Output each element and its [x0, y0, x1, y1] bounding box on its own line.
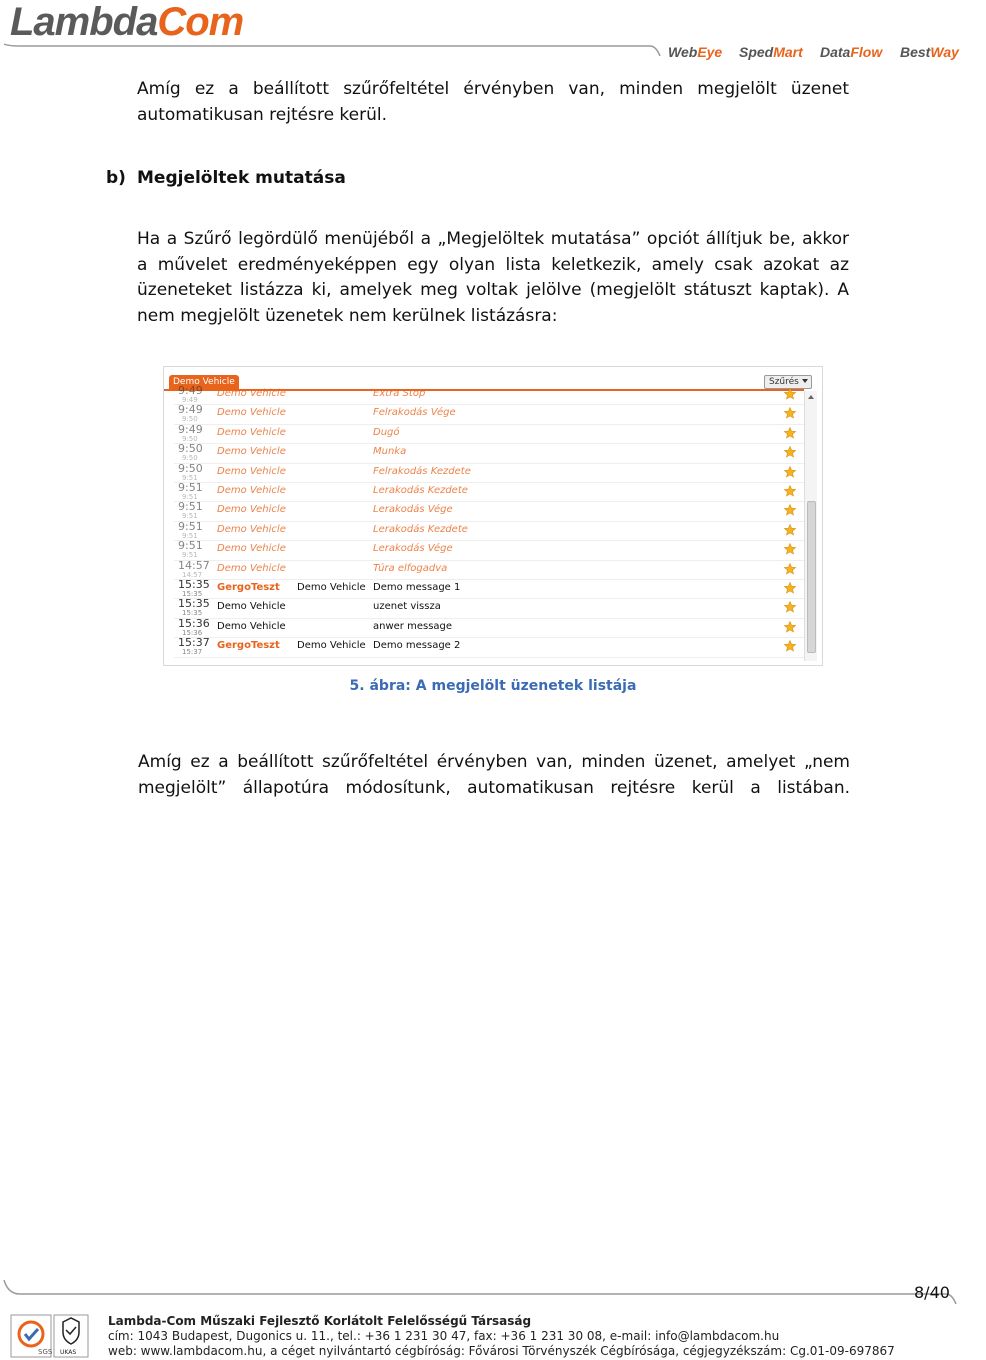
footer-rule — [0, 1278, 960, 1308]
message-time-received: 9:49 — [182, 396, 198, 404]
message-text: Felrakodás Vége — [373, 407, 456, 419]
message-row[interactable] — [174, 385, 808, 405]
message-row[interactable] — [174, 560, 808, 580]
star-icon[interactable] — [784, 601, 796, 613]
figure-caption: 5. ábra: A megjelölt üzenetek listája — [349, 678, 637, 694]
message-sender: Demo Vehicle — [217, 504, 286, 516]
message-time: 9:50 — [178, 442, 203, 456]
star-icon[interactable] — [784, 504, 796, 516]
message-time: 15:37 — [178, 636, 210, 650]
scrollbar-thumb[interactable] — [807, 501, 816, 653]
message-row[interactable] — [174, 482, 808, 502]
star-icon[interactable] — [784, 388, 796, 400]
star-icon[interactable] — [784, 524, 796, 536]
message-sender: Demo Vehicle — [217, 485, 286, 496]
page-number: 8/40 — [914, 1283, 950, 1302]
message-time-received: 15:35 — [182, 590, 203, 598]
message-row[interactable] — [174, 463, 808, 483]
footer-address: cím: 1043 Budapest, Dugonics u. 11., tel.: +36 1 231 30 47, fax: +36 1 231 30 08, e-mail: info@lambdacom.hu — [108, 1329, 780, 1343]
message-text: Extra Stop — [373, 388, 426, 399]
message-row[interactable] — [174, 424, 808, 444]
message-time-received: 9:50 — [182, 454, 198, 463]
header-rule — [0, 30, 960, 60]
message-text: Lerakodás Vége — [373, 543, 453, 555]
cert-sgs-label: SGS — [38, 1348, 53, 1356]
logo-text-com: Com — [157, 0, 244, 44]
message-time: 15:36 — [178, 616, 210, 630]
star-icon[interactable] — [784, 621, 796, 633]
message-time: 14:57 — [178, 558, 210, 572]
message-row[interactable] — [174, 443, 808, 463]
star-icon[interactable] — [784, 543, 796, 555]
message-text: Munka — [373, 446, 407, 458]
star-icon[interactable] — [784, 640, 796, 652]
message-time-received: 15:36 — [182, 628, 203, 637]
paragraph-2: Ha a Szűrő legördülő menüjéből a „Megjelöltek mutatása” opciót állítjuk be, akkor a művelet eredményeképpen egy olyan lista keletkezik, amely csak azokat az üzeneteket listázza ki, amelyek meg voltak jelölve (megjelölt státuszt kaptak). A nem megjelölt üzenetek nem kerülnek listázásra: — [137, 229, 849, 326]
message-row[interactable] — [174, 637, 808, 657]
message-sender: Demo Vehicle — [217, 562, 286, 574]
message-sender: GergoTeszt — [217, 640, 280, 652]
star-icon[interactable] — [784, 466, 796, 478]
certification-logos — [10, 1314, 90, 1358]
message-time: 9:49 — [178, 384, 203, 397]
message-row[interactable] — [174, 404, 808, 424]
footer-company: Lambda-Com Műszaki Fejlesztő Korlátolt Felelősségű Társaság — [108, 1314, 532, 1328]
logo-text-lambda: Lambda — [10, 0, 158, 44]
message-recipient: Demo Vehicle — [297, 640, 366, 652]
message-text: anwer message — [373, 620, 453, 632]
star-icon[interactable] — [784, 427, 796, 439]
brand-webeye: WebEye — [668, 44, 723, 60]
message-sender: Demo Vehicle — [217, 388, 286, 399]
message-time: 9:51 — [178, 481, 203, 494]
message-text: Felrakodás Kezdete — [373, 465, 471, 477]
message-row[interactable] — [174, 540, 808, 560]
section-heading-text: Megjelöltek mutatása — [137, 168, 346, 188]
message-sender: Demo Vehicle — [217, 465, 286, 477]
message-row[interactable] — [174, 598, 808, 618]
star-icon[interactable] — [784, 563, 796, 575]
message-time: 15:35 — [178, 597, 210, 611]
message-text: Lerakodás Kezdete — [373, 485, 468, 496]
message-sender: Demo Vehicle — [217, 523, 286, 535]
message-time-received: 9:50 — [182, 434, 198, 443]
message-sender: Demo Vehicle — [217, 426, 286, 438]
message-time-received: 14:57 — [182, 570, 203, 579]
message-sender: Demo Vehicle — [217, 601, 286, 613]
message-time-received: 15:35 — [182, 609, 203, 618]
list-scrollbar[interactable] — [804, 391, 817, 661]
message-row[interactable] — [174, 521, 808, 541]
message-time: 9:49 — [178, 422, 203, 436]
paragraph-1: Amíg ez a beállított szűrőfeltétel érvényben van, minden megjelölt üzenet automatikusan rejtésre kerül. — [137, 79, 849, 125]
message-recipient: Demo Vehicle — [297, 582, 366, 593]
message-sender: Demo Vehicle — [217, 446, 286, 458]
message-time-received: 9:51 — [182, 493, 198, 501]
message-time-received: 15:37 — [182, 648, 203, 657]
message-time: 9:51 — [178, 500, 203, 514]
scroll-up-icon[interactable] — [808, 395, 814, 399]
star-icon[interactable] — [784, 485, 796, 497]
chevron-down-icon — [802, 379, 808, 383]
message-sender: Demo Vehicle — [217, 407, 286, 419]
message-row[interactable] — [174, 501, 808, 521]
section-heading — [106, 166, 346, 191]
message-time: 9:51 — [178, 519, 203, 533]
section-heading-label: b) — [106, 168, 126, 188]
message-time-received: 9:51 — [182, 512, 198, 521]
message-sender: Demo Vehicle — [217, 620, 286, 632]
message-time-received: 9:51 — [182, 551, 198, 560]
message-text: Dugó — [373, 426, 400, 438]
footer-web: web: www.lambdacom.hu, a céget nyilvántartó cégbíróság: Fővárosi Törvényszék Cégbírósága, cégjegyzékszám: Cg.01-09-697867 — [108, 1344, 895, 1358]
paragraph-3: Amíg ez a beállított szűrőfeltétel érvényben van, minden üzenet, amelyet „nem megjelölt” állapotúra módosítunk, automatikusan rejtésre kerül a listában. — [138, 752, 850, 798]
star-icon[interactable] — [784, 407, 796, 419]
message-list — [174, 384, 808, 661]
message-time: 15:35 — [178, 578, 210, 591]
message-text: uzenet vissza — [373, 601, 441, 613]
message-list-screenshot — [163, 366, 823, 666]
message-sender: GergoTeszt — [217, 582, 280, 593]
message-time: 9:49 — [178, 403, 203, 417]
brand-spedmart: SpedMart — [739, 44, 803, 60]
star-icon[interactable] — [784, 582, 796, 594]
star-icon[interactable] — [784, 446, 796, 458]
message-row[interactable] — [174, 579, 808, 599]
message-time-received: 9:51 — [182, 531, 198, 540]
cert-ukas-label: UKAS — [60, 1349, 77, 1356]
message-time-received: 9:51 — [182, 473, 198, 482]
message-time-received: 9:50 — [182, 415, 198, 424]
message-sender: Demo Vehicle — [217, 543, 286, 555]
message-time: 9:51 — [178, 539, 203, 553]
message-text: Túra elfogadva — [373, 562, 448, 574]
message-text: Demo message 1 — [373, 582, 461, 593]
message-text: Demo message 2 — [373, 640, 461, 652]
message-row[interactable] — [174, 618, 808, 638]
brand-bestway: BestWay — [900, 44, 959, 60]
brand-dataflow: DataFlow — [820, 44, 883, 60]
filter-dropdown-label: Szűrés — [769, 377, 799, 387]
message-text: Lerakodás Kezdete — [373, 523, 468, 535]
message-text: Lerakodás Vége — [373, 504, 453, 516]
vehicle-tab[interactable]: Demo Vehicle — [169, 375, 239, 389]
message-time: 9:50 — [178, 461, 203, 475]
